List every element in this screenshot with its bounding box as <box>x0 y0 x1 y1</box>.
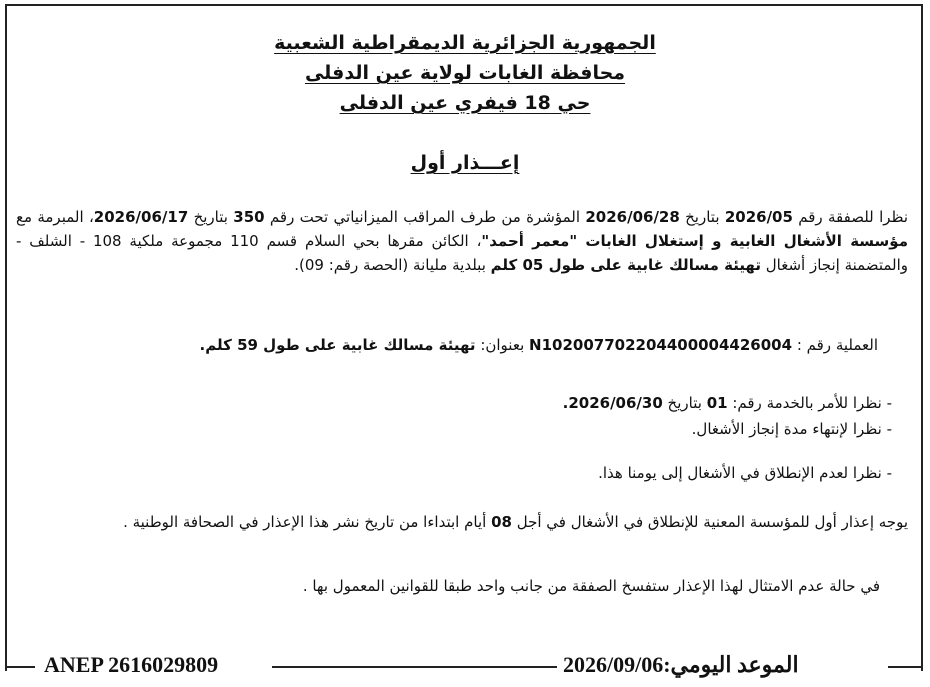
notice-title: إعـــذار أول <box>410 152 520 174</box>
deal-date: 2026/06/28 <box>585 208 680 226</box>
footer-rule <box>5 666 35 668</box>
list-item: - نظرا لإنتهاء مدة إنجاز الأشغال. <box>691 420 892 438</box>
notice-footer <box>0 644 930 684</box>
paragraph-notice: يوجه إعذار أول للمؤسسة المعنية للإنطلاق في الأشغال في أجل 08 أيام ابتداءا من تاريخ نشر هذا الإعذار في الصحافة الوطنية . <box>123 513 908 531</box>
paragraph-deal: نظرا للصفقة رقم 2026/05 بتاريخ 2026/06/28 المؤشرة من طرف المراقب الميزانياتي تحت رقم 350 بتاريخ 2026/06/17، المبرمة مع مؤسسة الأشغال الغابية و إستغلال الغابات "معمر أحمد"، الكائن مقرها بحي السلام قسم 110 مجموعة ملكية 108 - الشلف - والمتضمنة إنجاز أشغال تهيئة مسالك غابية على طول 05 كلم ببلدية مليانة (الحصة رقم: 09). <box>16 208 909 274</box>
anep-reference: ANEP 2616029809 <box>44 652 219 677</box>
list-item: - نظرا لعدم الإنطلاق في الأشغال إلى يومنا هذا. <box>598 464 892 482</box>
header-conservation: محافظة الغابات لولاية عين الدفلى <box>304 62 626 84</box>
header-republic: الجمهورية الجزائرية الديمقراطية الشعبية <box>274 32 656 54</box>
company-name: مؤسسة الأشغال الغابية و إستغلال الغابات "معمر أحمد" <box>481 232 909 250</box>
newspaper-name: الموعد اليومي: <box>663 652 799 677</box>
publication-date: 2026/09/06 <box>563 652 664 677</box>
footer-rule <box>888 666 921 668</box>
operation-line: العملية رقم : N10200770220440000442600​4 بعنوان: تهيئة مسالك غابية على طول 59 كلم. <box>199 336 878 354</box>
deadline-days: 08 <box>491 513 512 531</box>
visa-date: 2026/06/17 <box>93 208 189 226</box>
paragraph-consequence: في حالة عدم الامتثال لهذا الإعذار ستفسخ الصفقة من جانب واحد طبقا للقوانين المعمول بها . <box>302 577 880 595</box>
work-description: تهيئة مسالك غابية على طول 05 كلم <box>490 256 761 274</box>
operation-number: N10200770220440000442600​4 <box>529 336 793 354</box>
deal-number: 2026/05 <box>724 208 793 226</box>
list-item: - نظرا للأمر بالخدمة رقم: 01 بتاريخ 2026/06/30. <box>562 394 892 412</box>
reasons-list <box>563 390 892 486</box>
visa-number: 350 <box>233 208 265 226</box>
header-address: حي 18 فيفري عين الدفلى <box>339 92 591 114</box>
newspaper-date <box>563 652 799 678</box>
footer-rule <box>272 666 557 668</box>
notice-header <box>0 28 930 118</box>
operation-title: تهيئة مسالك غابية على طول 59 كلم. <box>199 336 476 354</box>
